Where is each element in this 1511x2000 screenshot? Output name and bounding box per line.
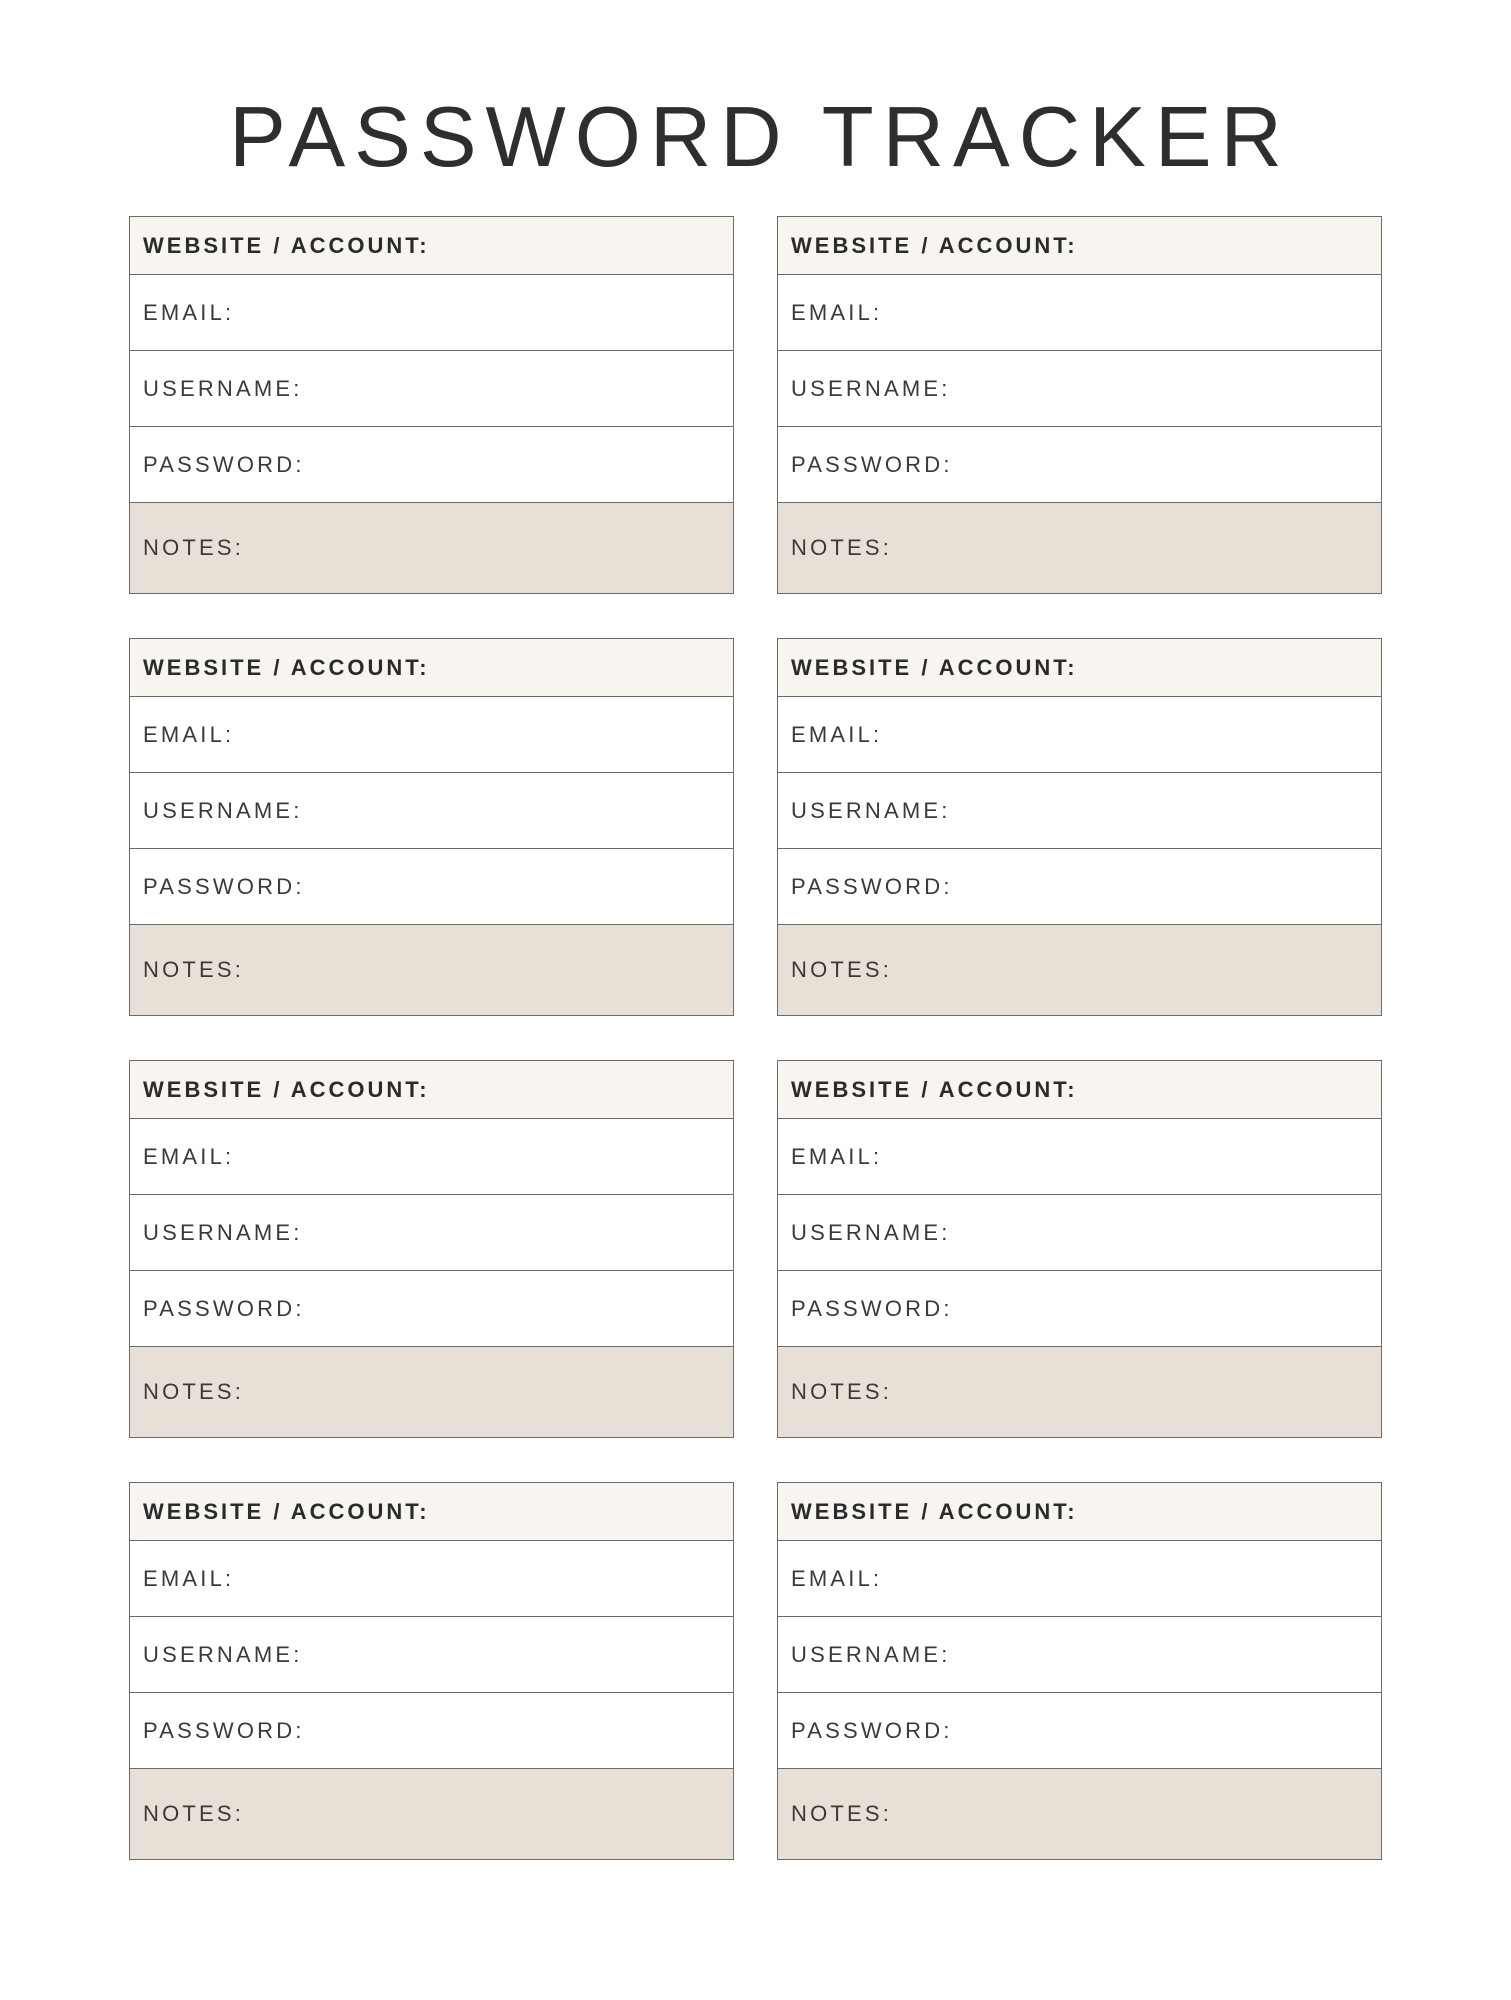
password-field[interactable]: PASSWORD: bbox=[778, 427, 1381, 503]
email-field[interactable]: EMAIL: bbox=[130, 1541, 733, 1617]
notes-field[interactable]: NOTES: bbox=[778, 925, 1381, 1015]
notes-field[interactable]: NOTES: bbox=[130, 503, 733, 593]
notes-field[interactable]: NOTES: bbox=[778, 1347, 1381, 1437]
notes-field[interactable]: NOTES: bbox=[130, 925, 733, 1015]
password-card-4 bbox=[777, 638, 1382, 1016]
page-title: PASSWORD TRACKER bbox=[229, 90, 1291, 185]
password-field[interactable]: PASSWORD: bbox=[130, 1693, 733, 1769]
password-field[interactable]: PASSWORD: bbox=[778, 849, 1381, 925]
password-card-grid bbox=[129, 216, 1382, 1860]
password-field[interactable]: PASSWORD: bbox=[130, 1271, 733, 1347]
password-card-6 bbox=[777, 1060, 1382, 1438]
notes-field[interactable]: NOTES: bbox=[778, 503, 1381, 593]
username-field[interactable]: USERNAME: bbox=[778, 1617, 1381, 1693]
website-account-field[interactable]: WEBSITE / ACCOUNT: bbox=[778, 1483, 1381, 1541]
website-account-field[interactable]: WEBSITE / ACCOUNT: bbox=[130, 639, 733, 697]
email-field[interactable]: EMAIL: bbox=[130, 1119, 733, 1195]
website-account-field[interactable]: WEBSITE / ACCOUNT: bbox=[778, 217, 1381, 275]
website-account-field[interactable]: WEBSITE / ACCOUNT: bbox=[130, 1483, 733, 1541]
notes-field[interactable]: NOTES: bbox=[130, 1347, 733, 1437]
password-field[interactable]: PASSWORD: bbox=[130, 849, 733, 925]
email-field[interactable]: EMAIL: bbox=[130, 275, 733, 351]
email-field[interactable]: EMAIL: bbox=[778, 1541, 1381, 1617]
email-field[interactable]: EMAIL: bbox=[130, 697, 733, 773]
email-field[interactable]: EMAIL: bbox=[778, 697, 1381, 773]
password-field[interactable]: PASSWORD: bbox=[130, 427, 733, 503]
notes-field[interactable]: NOTES: bbox=[130, 1769, 733, 1859]
password-card-3 bbox=[129, 638, 734, 1016]
password-card-5 bbox=[129, 1060, 734, 1438]
username-field[interactable]: USERNAME: bbox=[130, 351, 733, 427]
username-field[interactable]: USERNAME: bbox=[130, 773, 733, 849]
notes-field[interactable]: NOTES: bbox=[778, 1769, 1381, 1859]
password-card-1 bbox=[129, 216, 734, 594]
username-field[interactable]: USERNAME: bbox=[778, 773, 1381, 849]
password-card-8 bbox=[777, 1482, 1382, 1860]
password-field[interactable]: PASSWORD: bbox=[778, 1271, 1381, 1347]
email-field[interactable]: EMAIL: bbox=[778, 1119, 1381, 1195]
website-account-field[interactable]: WEBSITE / ACCOUNT: bbox=[778, 639, 1381, 697]
username-field[interactable]: USERNAME: bbox=[130, 1617, 733, 1693]
website-account-field[interactable]: WEBSITE / ACCOUNT: bbox=[778, 1061, 1381, 1119]
website-account-field[interactable]: WEBSITE / ACCOUNT: bbox=[130, 217, 733, 275]
website-account-field[interactable]: WEBSITE / ACCOUNT: bbox=[130, 1061, 733, 1119]
username-field[interactable]: USERNAME: bbox=[778, 1195, 1381, 1271]
password-field[interactable]: PASSWORD: bbox=[778, 1693, 1381, 1769]
password-card-7 bbox=[129, 1482, 734, 1860]
password-card-2 bbox=[777, 216, 1382, 594]
username-field[interactable]: USERNAME: bbox=[778, 351, 1381, 427]
email-field[interactable]: EMAIL: bbox=[778, 275, 1381, 351]
username-field[interactable]: USERNAME: bbox=[130, 1195, 733, 1271]
